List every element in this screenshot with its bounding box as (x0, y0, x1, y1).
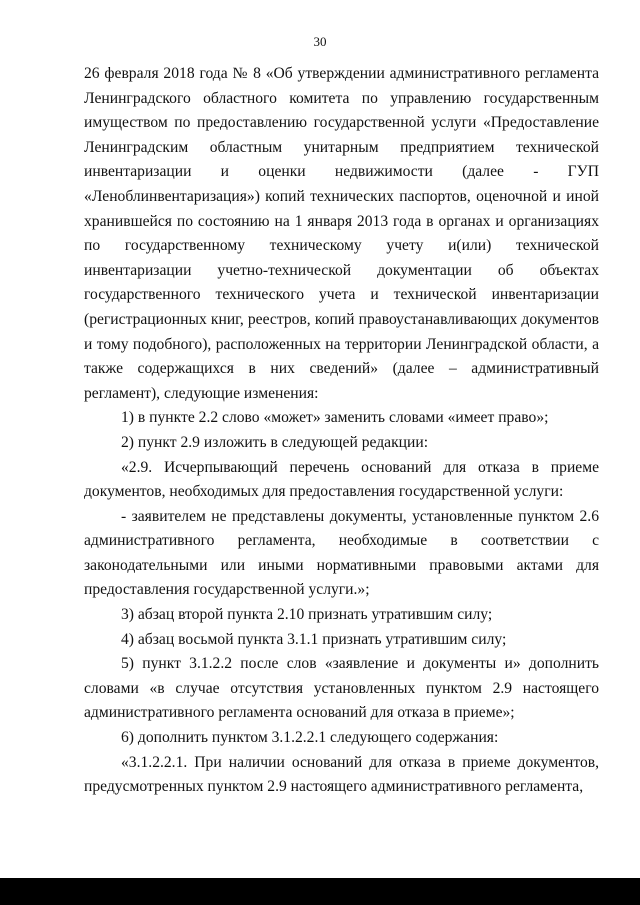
paragraph-clause-2-9-item: - заявителем не представлены документы, установленные пунктом 2.6 административного регламента, необходимые в соответствии с законодательными или иными нормативными правовыми актами для предоставления государственной услуги.»; (84, 507, 599, 599)
scan-bottom-edge (0, 878, 640, 905)
paragraph-change-2: 2) пункт 2.9 изложить в следующей редакции: (121, 433, 429, 451)
paragraph-clause-2-9: «2.9. Исчерпывающий перечень оснований для отказа в приеме документов, необходимых для предоставления государственной услуги: (84, 458, 599, 501)
document-body (84, 62, 599, 800)
paragraph-change-1: 1) в пункте 2.2 слово «может» заменить словами «имеет право»; (121, 409, 549, 427)
page-number: 30 (313, 34, 327, 49)
paragraph-regulation-title: 26 февраля 2018 года № 8 «Об утверждении административного регламента Ленинградского областного комитета по управлению государственным имуществом по предоставлению государственной услуги «Предоставление Ленинградским областным унитарным предприятием технической инвентаризации и оценки недвижимости (далее - ГУП «Леноблинвентаризация») копий технических паспортов, оценочной и иной хранившейся по состоянию на 1 января 2013 года в органах и организациях по государственному техническому учету и(или) технической инвентаризации учетно-технической документации об объектах государственного технического учета и технической инвентаризации (регистрационных книг, реестров, копий правоустанавливающих документов и тому подобного), расположенных на территории Ленинградской области, а также содержащихся в них сведений» (далее – административный регламент), следующие изменения: (84, 65, 599, 402)
paragraph-change-4: 4) абзац восьмой пункта 3.1.1 признать утратившим силу; (121, 630, 507, 648)
paragraph-clause-3-1-2-2-1: «3.1.2.2.1. При наличии оснований для отказа в приеме документов, предусмотренных пунктом 2.9 настоящего административного регламента, (84, 753, 599, 796)
paragraph-change-5: 5) пункт 3.1.2.2 после слов «заявление и документы и» дополнить словами «в случае отсутствия установленных пунктом 2.9 настоящего административного регламента оснований для отказа в приеме»; (84, 655, 599, 722)
paragraph-change-3: 3) абзац второй пункта 2.10 признать утратившим силу; (121, 606, 493, 624)
paragraph-change-6: 6) дополнить пунктом 3.1.2.2.1 следующего содержания: (121, 729, 499, 747)
